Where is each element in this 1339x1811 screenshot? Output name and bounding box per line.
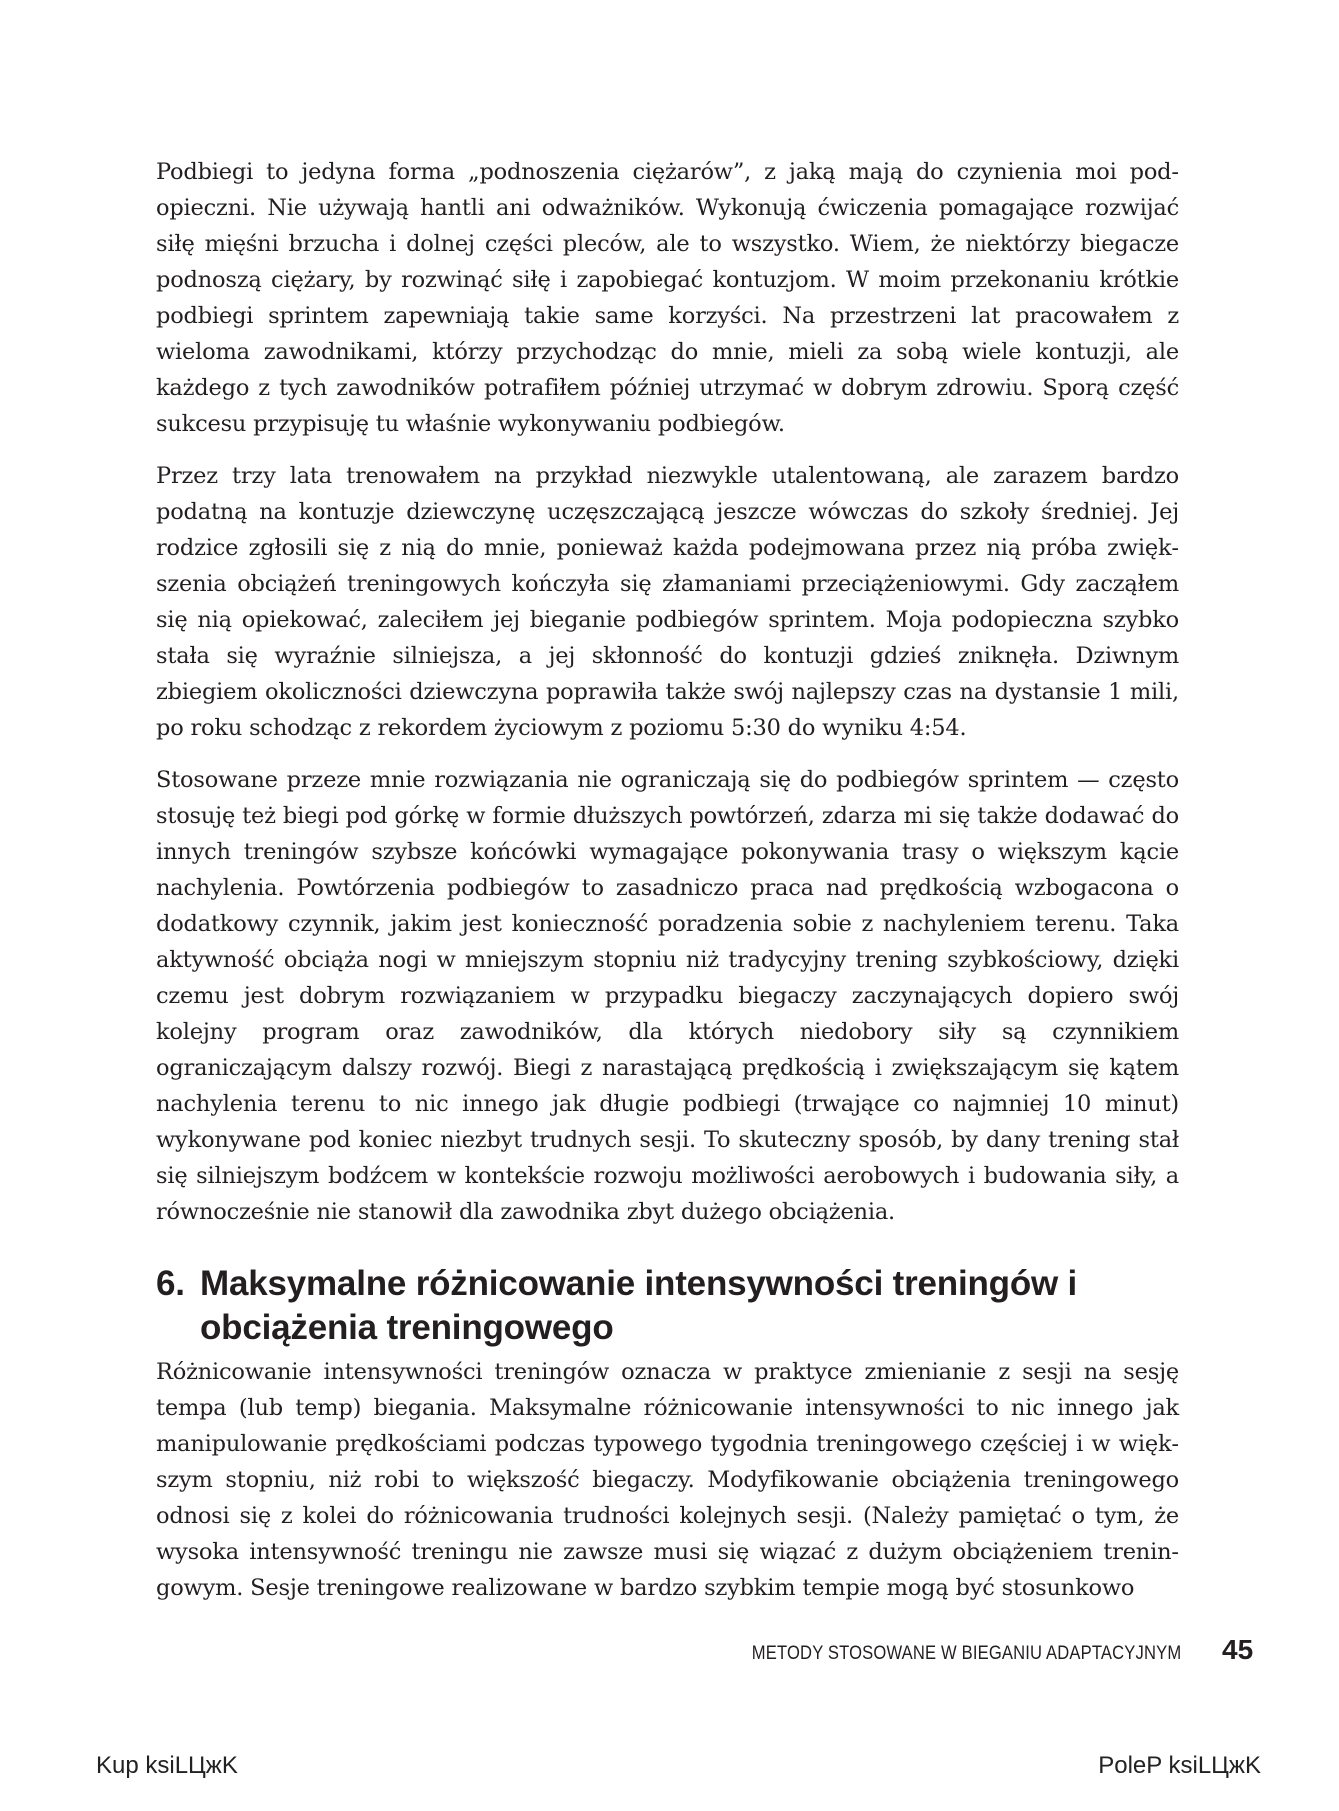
section-title: Maksymalne różnicowanie intensywności treningów i obciążenia treningowego bbox=[200, 1264, 1078, 1347]
body-paragraph-3: Stosowane przeze mnie rozwiązania nie ograniczają się do podbiegów sprintem — często stosuję też biegi pod górkę w formie dłuższych powtórzeń, zdarza mi się także dodawać do innych treningów szybsze końcówki wymagające pokonywania trasy o większym kącie nachylenia. Powtórzenia podbiegów to zasadniczo praca nad prędkością wzbogacona o dodatkowy czynnik, jakim jest konieczność poradzenia sobie z nachyleniem terenu. Taka aktywność obciąża nogi w mniejszym stopniu niż tradycyjny trening szybkościowy, dzięki czemu jest dobrym rozwiązaniem w przypadku biegaczy zaczynających dopiero swój kolejny program oraz zawodników, dla których niedobory siły są czynnikiem ograniczającym dalszy rozwój. Biegi z narastającą prędkością i zwiększającym się kątem nachylenia terenu to nic innego jak długie podbiegi (trwające co najmniej 10 minut) wykonywane pod koniec niezbyt trudnych sesji. To skuteczny sposób, by dany trening stał się silniejszym bodźcem w kontekście rozwoju możliwości aerobowych i budowania siły, a równocześnie nie stanowił dla zawodnika zbyt dużego obciążenia. bbox=[156, 767, 1179, 1225]
body-paragraph-1: Podbiegi to jedyna forma „podnoszenia ciężarów”, z jaką mają do czynienia moi podopieczni. Nie używają hantli ani odważników. Wykonują ćwiczenia pomagające rozwijać siłę mięśni brzucha i dolnej części pleców, ale to wszystko. Wiem, że niektórzy biegacze podnoszą ciężary, by rozwinąć siłę i zapobiegać kontuzjom. W moim przekonaniu krótkie podbiegi sprintem zapewniają takie same korzyści. Na przestrzeni lat pracowałem z wieloma zawodnikami, którzy przychodząc do mnie, mieli za sobą wiele kontuzji, ale każdego z tych zawodników potrafiłem później utrzymać w dobrym zdrowiu. Sporą część sukcesu przypisuję tu właśnie wykonywaniu podbiegów. bbox=[156, 159, 1179, 437]
section-paragraph: Różnicowanie intensywności treningów oznacza w praktyce zmienianie z sesji na sesję tempa (lub temp) biegania. Maksymalne różnicowanie intensywności to nic innego jak manipulowanie prędkościami podczas typowego tygodnia treningowego częściej i w większym stopniu, niż robi to większość biegaczy. Modyfikowanie obciążenia treningowego odnosi się z kolei do różnicowania trudności kolejnych sesji. (Należy pamiętać o tym, że wysoka intensywność treningu nie zawsze musi się wiązać z dużym obciążeniem treningowym. Sesje treningowe realizowane w bardzo szybkim tempie mogą być stosunkowo bbox=[156, 1359, 1179, 1601]
page-body bbox=[156, 154, 1179, 1622]
buy-book-link[interactable]: Kup ksiLЦжK bbox=[96, 1752, 238, 1779]
body-paragraph-2: Przez trzy lata trenowałem na przykład niezwykle utalentowaną, ale zarazem bardzo podatną na kontuzje dziewczynę uczęszczającą jeszcze wówczas do szkoły średniej. Jej rodzice zgłosili się z nią do mnie, ponieważ każda podejmowana przez nią próba zwiększenia obciążeń treningowych kończyła się złamaniami przeciążeniowymi. Gdy zacząłem się nią opiekować, zaleciłem jej bieganie podbiegów sprintem. Moja podopieczna szybko stała się wyraźnie silniejsza, a jej skłonność do kontuzji gdzieś zniknęła. Dziwnym zbiegiem okoliczności dziewczyna poprawiła także swój najlepszy czas na dystansie 1 mili, po roku schodząc z rekordem życiowym z poziomu 5:30 do wyniku 4:54. bbox=[156, 463, 1179, 741]
recommend-book-link[interactable]: PoleP ksiLЦжK bbox=[1098, 1752, 1261, 1779]
page-number: 45 bbox=[1222, 1634, 1254, 1665]
running-footer-title: METODY STOSOWANE W BIEGANIU ADAPTACYJNYM bbox=[751, 1642, 1181, 1664]
section-number: 6. bbox=[156, 1264, 185, 1303]
section-heading bbox=[156, 1262, 1179, 1350]
